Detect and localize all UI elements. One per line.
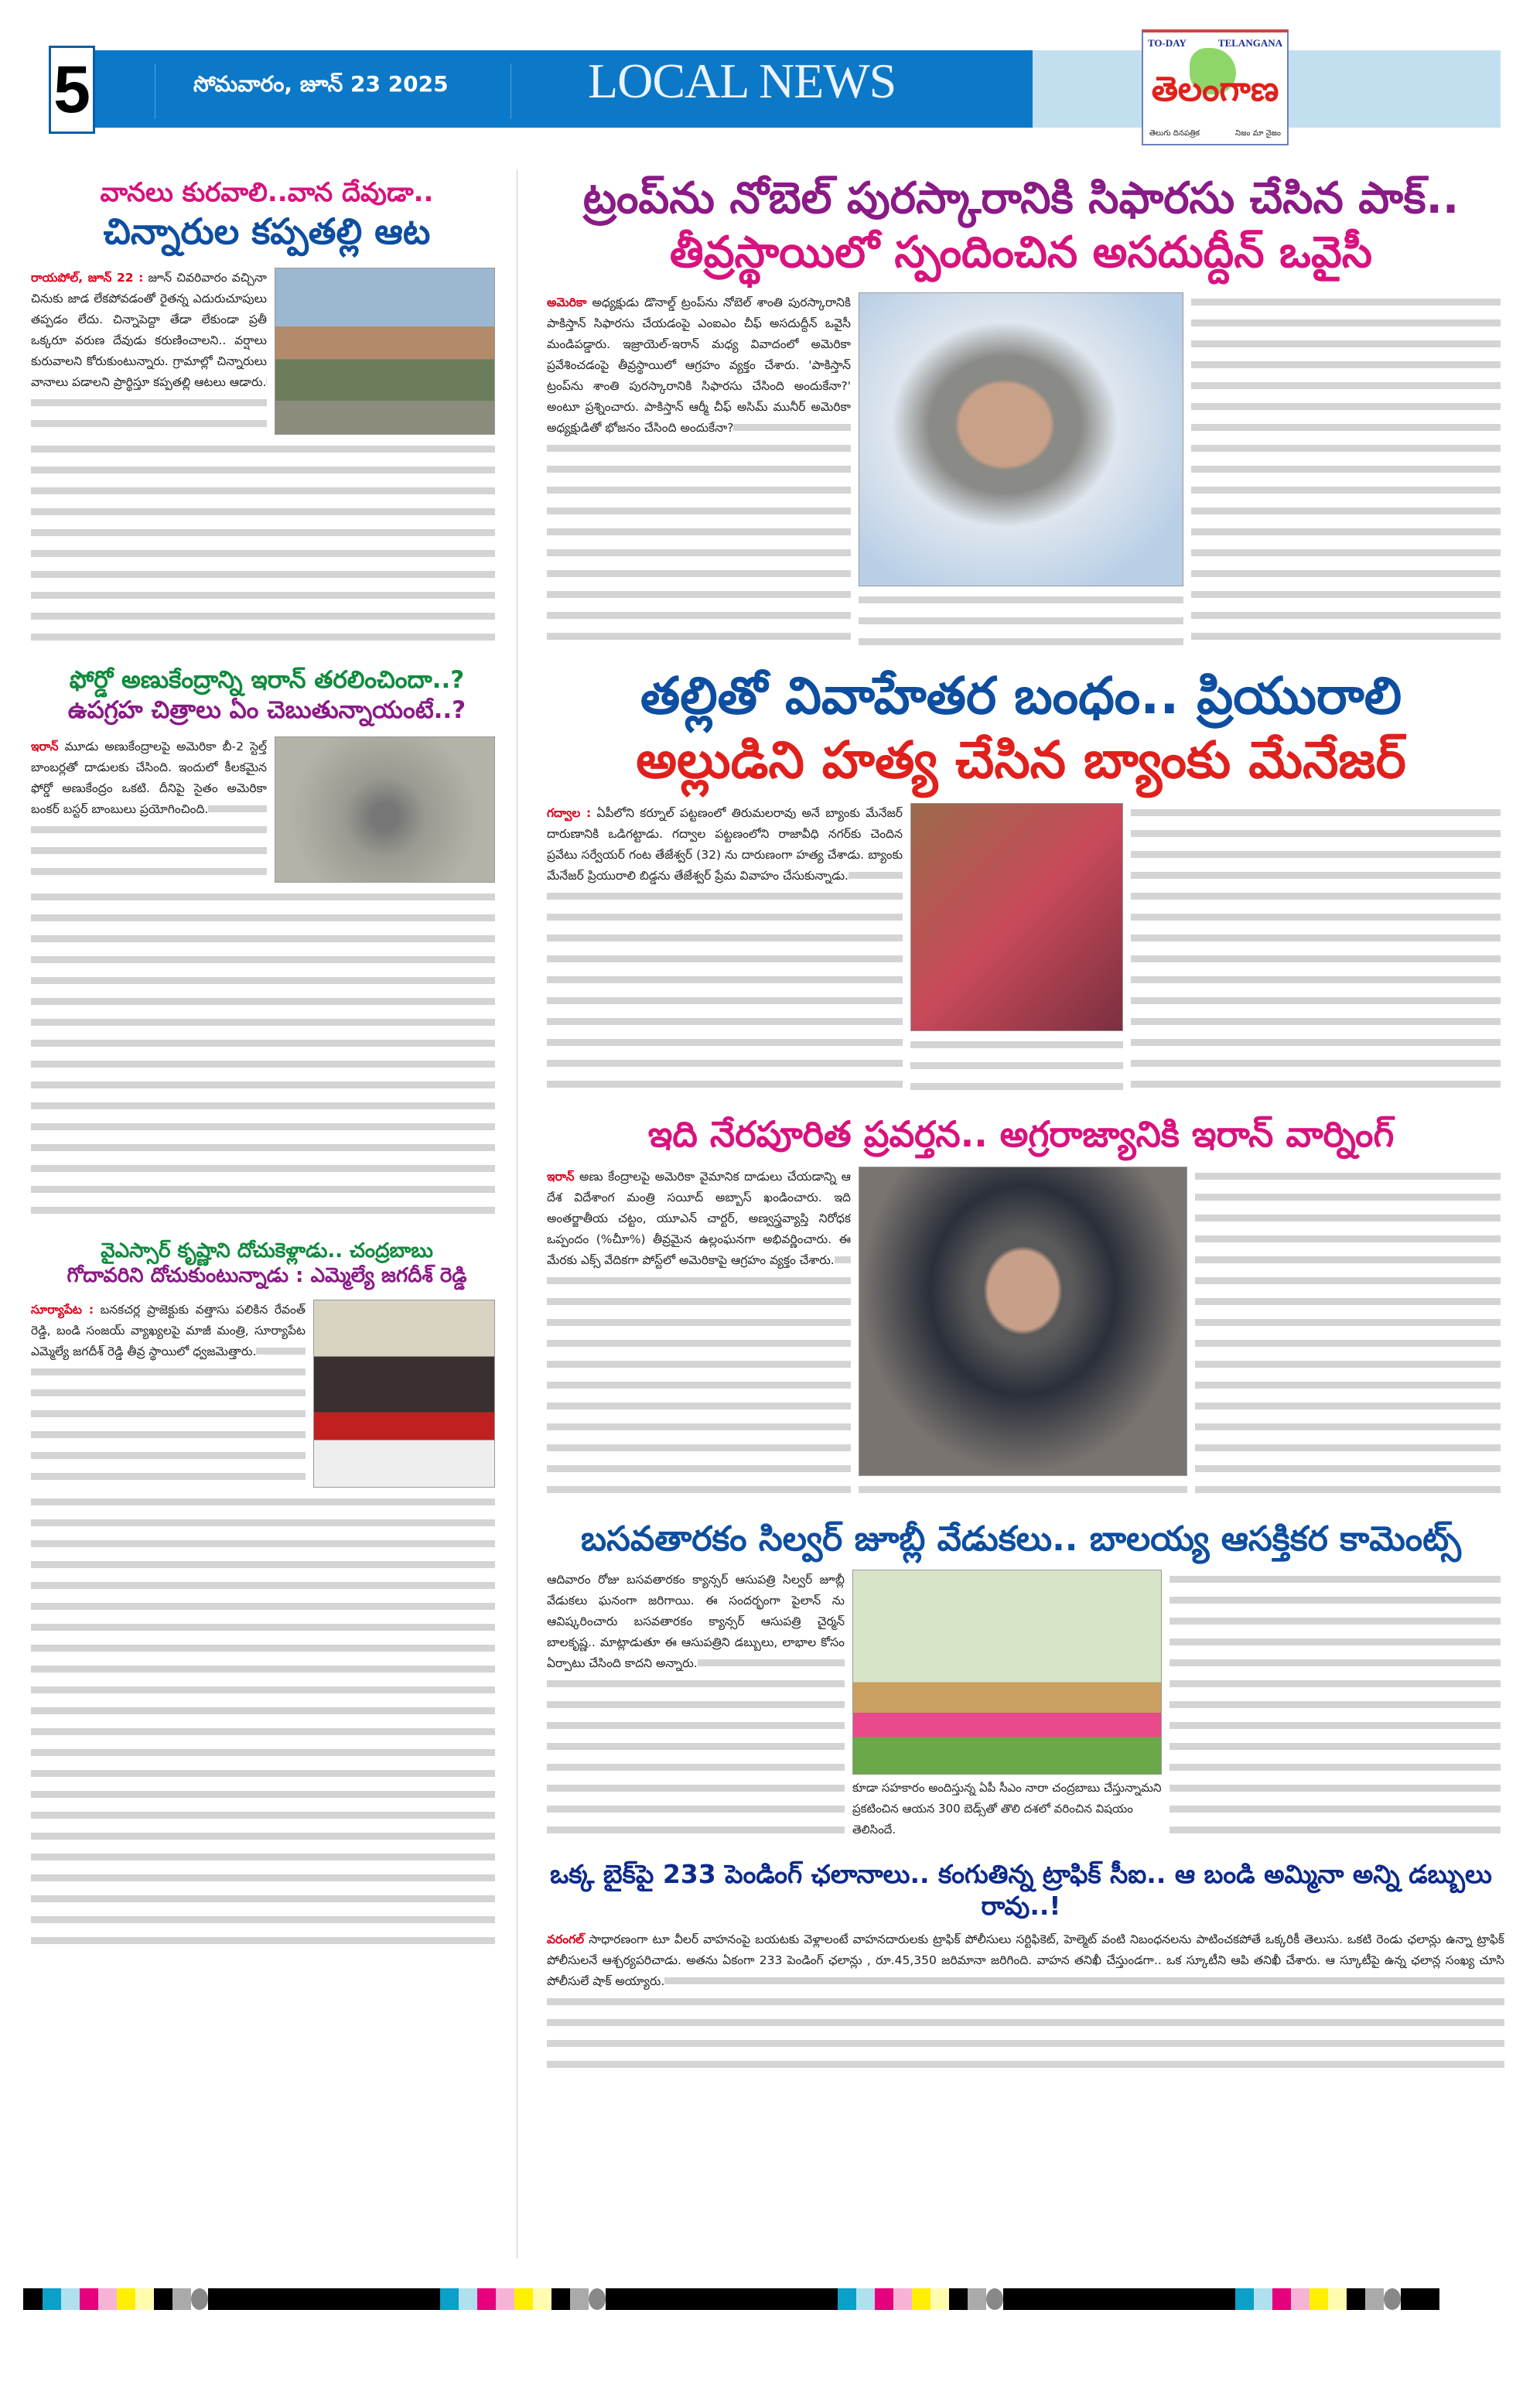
- article-body: [547, 292, 851, 648]
- color-swatch: [1401, 2288, 1439, 2310]
- color-swatch: [514, 2288, 533, 2310]
- photo-column: [852, 1570, 1162, 1840]
- color-swatch: [477, 2288, 496, 2310]
- satellite-image: [275, 736, 495, 883]
- article-body: [859, 1480, 1187, 1501]
- headline: గోదావరిని దోచుకుంటున్నాడు : ఎమ్మెల్యే జగదీశ్ రెడ్డి: [67, 1264, 467, 1287]
- headline: వైఎస్సార్ కృష్ణాని దోచుకెళ్లాడు.. చంద్రబాబు: [101, 1239, 433, 1263]
- headline: ఇది నేరపూరిత ప్రవర్తన.. అగ్రరాజ్యానికి ఇరాన్ వార్నింగ్: [647, 1113, 1395, 1155]
- headline: ట్రంప్‌ను నోబెల్ పురస్కారానికి సిఫారసు చేసిన పాక్..: [582, 173, 1460, 224]
- headline: అల్లుడిని హత్య చేసిన బ్యాంకు మేనేజర్: [636, 730, 1406, 790]
- article-body: [547, 1929, 1504, 2076]
- article-body: [1195, 1167, 1501, 1501]
- dateline: సూర్యాపేట :: [31, 1302, 94, 1317]
- section-title: LOCAL NEWS: [588, 53, 896, 108]
- color-swatch: [589, 2288, 606, 2310]
- article-body: [31, 268, 267, 435]
- color-swatch: [61, 2288, 80, 2310]
- color-swatch: [838, 2288, 856, 2310]
- article-text: జూన్ చివరివారం వచ్చినా చినుకు జాడ లేకపోవడంతో రైతన్న ఎదురుచూపులు తప్పడం లేదు. చిన్నాపెద్దా తేడా లేకుండా ప్రతీ ఒక్కరూ వరుణ దేవుడు కరుణించాలని.. వర్షాలు కురువాలని కోరుకుంటున్నారు. గ్రామాల్లో చిన్నారులు వానాలు పడాలని ప్రార్థిస్తూ కప్పతల్లి ఆటలు ఆడారు.: [31, 271, 267, 389]
- color-swatch: [1328, 2288, 1347, 2310]
- logo-text-right: TELANGANA: [1217, 37, 1282, 49]
- article: [534, 172, 1508, 648]
- article-text: మూడు అణుకేంద్రాలపై అమెరికా బీ-2 స్టెల్త్ బాంబర్లతో దాడులకు చేసింది. ఇందులో కీలకమైన ఫోర్డో అణుకేంద్రం ఒకటి. దీనిపై సైతం అమెరికా బంకర్ బస్టర్ బాంబులు ప్రయోగించింది.: [31, 739, 267, 816]
- article-body: [910, 1035, 1123, 1095]
- headline: తల్లితో వివాహేతర బంధం.. ప్రియురాలి: [640, 666, 1402, 726]
- color-swatch: [43, 2288, 61, 2310]
- article: [31, 176, 503, 648]
- article-text: బనకచర్ల ప్రాజెక్టుకు వత్తాసు పలికిన రేవంత్ రెడ్డి, బండి సంజయ్ వ్యాఖ్యలపై మాజీ మంత్రి, సూర్యాపేట ఎమ్మెల్యే జగదీశ్ రెడ్డి తీవ్ర స్థాయిలో ధ్వజమెత్తారు.: [31, 1302, 306, 1358]
- color-swatch: [98, 2288, 117, 2310]
- color-swatch: [606, 2288, 838, 2310]
- left-column: [31, 176, 503, 1969]
- dateline: గద్వాల :: [547, 806, 592, 820]
- article-body: [859, 590, 1183, 648]
- page-number: 5: [49, 46, 95, 134]
- color-swatch: [1384, 2288, 1401, 2310]
- color-swatch: [117, 2288, 135, 2310]
- article-text: అణు కేంద్రాలపై అమెరికా వైమానిక దాడులు చేయడాన్ని ఆ దేశ విదేశాంగ మంత్రి సయీద్ అబ్బాస్ ఖండించారు. ఇది అంతర్జాతీయ చట్టం, యూఎన్ చార్టర్, అణ్వస్త్రవ్యాప్తి నిరోధక ఒప్పందం (%చీూ%) తీవ్రమైన ఉల్లంఘనగా అభివర్ణించారు. ఈ మేరకు ఎక్స్ వేదికగా పోస్ట్‌లో అమెరికాపై ఆగ్రహం వ్యక్తం చేశారు.: [547, 1169, 851, 1267]
- article-body: [31, 439, 495, 648]
- color-swatch: [1365, 2288, 1384, 2310]
- owaisi-photo: [859, 292, 1183, 586]
- dateline: ఇరాన్: [547, 1169, 575, 1184]
- article-body: [1131, 803, 1501, 1095]
- color-swatch: [208, 2288, 440, 2310]
- article-text: ఏపీలోని కర్నూల్ పట్టణంలో తిరుమలరావు అనే బ్యాంకు మేనేజర్ దారుణానికి ఒడిగట్టాడు. గద్వాల పట్టణంలోని రాజావీధి నగర్‌కు చెందిన ప్రవేటు సర్వేయర్ గంట తేజేశ్వర్ (32) ను దారుణంగా హత్య చేశాడు. బ్యాంకు మేనేజర్ ప్రియురాలి బిడ్డను తేజేశ్వర్ ప్రేమ వివాహం చేసుకున్నాడు.: [547, 806, 903, 883]
- color-swatch: [440, 2288, 459, 2310]
- color-swatch: [1003, 2288, 1235, 2310]
- logo-name: తెలంగాణ: [1151, 70, 1279, 109]
- color-swatch: [893, 2288, 912, 2310]
- headline: ఫోర్డో అణుకేంద్రాన్ని ఇరాన్ తరలించిందా..?: [69, 666, 465, 694]
- children-playing-photo: [275, 268, 495, 435]
- main-column: [534, 172, 1508, 2093]
- article-body: [1170, 1570, 1501, 1841]
- color-swatch: [1272, 2288, 1291, 2310]
- divider: [510, 63, 511, 119]
- color-swatch: [949, 2288, 968, 2310]
- color-swatch: [551, 2288, 570, 2310]
- color-swatch: [459, 2288, 477, 2310]
- photo-column: [859, 292, 1183, 648]
- headline: చిన్నారుల కప్పతల్లి ఆట: [103, 210, 431, 252]
- color-swatch: [1235, 2288, 1254, 2310]
- article: [534, 1858, 1508, 2076]
- color-swatch: [23, 2288, 43, 2310]
- color-swatch: [986, 2288, 1003, 2310]
- article-body: [547, 1570, 845, 1841]
- article: [534, 1518, 1508, 1841]
- article: [31, 665, 503, 1222]
- dateline: వరంగల్: [547, 1932, 585, 1946]
- color-swatch: [1254, 2288, 1272, 2310]
- victim-photo: [910, 803, 1123, 1031]
- color-swatch: [930, 2288, 949, 2310]
- photo-column: [859, 1167, 1187, 1501]
- color-swatch: [191, 2288, 208, 2310]
- photo-column: [910, 803, 1123, 1095]
- color-swatch: [1310, 2288, 1328, 2310]
- dateline: ఇరాన్: [31, 739, 59, 753]
- article-body: [547, 1167, 851, 1501]
- color-swatch: [154, 2288, 172, 2310]
- article-text: సాధారణంగా టూ వీలర్ వాహనంపై బయటకు వెళ్లాలంటే వాహనదారులకు ట్రాఫిక్ పోలీసులు సర్టిఫికెట్, హెల్మెట్ వంటి నిబంధనలను పాటించకపోతే ఒక్కరికీ తెలుసు. ఒకటి రెండు ఛలాన్లు ఉన్నా ట్రాఫిక్ పోలీసులనే ఆశ్చర్యపరిచాడు. అతను ఏకంగా 233 పెండింగ్ ఛలాన్లు , రూ.45,350 జరిమానా జరిగింది. వాహన తనిఖీ చేస్తుండగా.. ఒక స్కూటీని ఆపి తనిఖీ చేశారు. ఆ స్కూటీపై ఉన్న ఛలాన్ల సంఖ్య చూసి పోలీసులే షాక్ అయ్యారు.: [547, 1932, 1504, 1988]
- dateline: రాయపోల్, జూన్ 22 :: [31, 271, 144, 285]
- ntr-statues-photo: [852, 1570, 1162, 1775]
- color-swatch: [856, 2288, 875, 2310]
- logo-text-left: TO-DAY: [1148, 37, 1187, 49]
- color-registration-bar: [23, 2288, 1516, 2310]
- headline: వానలు కురవాలి..వాన దేవుడా..: [100, 177, 434, 208]
- headline: తీవ్రస్థాయిలో స్పందించిన అసదుద్దీన్ ఒవైసీ: [669, 227, 1373, 278]
- article-text: కూడా సహకారం అందిస్తున్న ఏపీ సీఎం నారా చంద్రబాబు చేస్తున్నామని ప్రకటించిన ఆయన 300 బెడ్స్‌తో తొలి దశలో వరించిన విషయం తెలిసిందే.: [852, 1780, 1162, 1837]
- article-body: [31, 736, 267, 883]
- article: [534, 1112, 1508, 1501]
- color-swatch: [570, 2288, 589, 2310]
- logo-tagline: నిజం మా నైజం: [1235, 129, 1281, 138]
- color-swatch: [80, 2288, 98, 2310]
- headline: ఉపగ్రహ చిత్రాలు ఏం చెబుతున్నాయంటే..?: [67, 695, 466, 724]
- color-swatch: [1291, 2288, 1310, 2310]
- color-swatch: [1347, 2288, 1365, 2310]
- color-swatch: [875, 2288, 893, 2310]
- color-swatch: [135, 2288, 154, 2310]
- article-text: ఆదివారం రోజు బసవతారకం క్యాన్సర్ ఆసుపత్రి సిల్వర్ జూబ్లీ వేడుకలు ఘనంగా జరిగాయి. ఈ సందర్భంగా పైలాన్ ను ఆవిష్కరించారు బసవతారకం క్యాన్సర్ ఆసుపత్రి చైర్మన్ బాలకృష్ణ.. మాట్లాడుతూ ఈ ఆసుపత్రిని డబ్బులు, లాభాల కోసం ఏర్పాటు చేసింది కాదని అన్నారు.: [547, 1572, 845, 1670]
- article-body: [31, 1492, 495, 1952]
- color-swatch: [533, 2288, 551, 2310]
- article-text: అధ్యక్షుడు డొనాల్డ్ ట్రంప్‌ను నోబెల్ శాంతి పురస్కారానికి పాకిస్తాన్ సిఫారసు చేయడంపై ఎంఐఎం చీఫ్ అసదుద్దీన్ ఒవైసీ మండిపడ్డారు. ఇజ్రాయెల్-ఇరాన్ మధ్య వివాదంలో అమెరికా ప్రవేశించడంపై తీవ్రస్థాయిలో ఆగ్రహం వ్యక్తం చేశారు. 'పాకిస్తాన్ ట్రంప్‌ను శాంతి పురస్కారానికి సిఫారసు చేసింది అందుకేనా?' అంటూ ప్రశ్నించారు. పాకిస్తాన్ ఆర్మీ చీఫ్ అసిమ్ మునీర్ అమెరికా అధ్యక్షుడితో భోజనం చేసింది అందుకేనా?: [547, 296, 851, 435]
- article: [31, 1239, 503, 1952]
- iran-minister-photo: [859, 1167, 1187, 1476]
- logo-subtitle: తెలుగు దినపత్రిక: [1149, 129, 1200, 138]
- color-swatch: [172, 2288, 191, 2310]
- color-swatch: [968, 2288, 986, 2310]
- article-body: [31, 1300, 306, 1488]
- press-meet-photo: [313, 1300, 495, 1488]
- newspaper-logo: [1142, 29, 1289, 145]
- article-body: [1191, 292, 1501, 648]
- article-body: [547, 803, 903, 1095]
- issue-date: సోమవారం, జూన్ 23 2025: [193, 71, 449, 97]
- article: [534, 665, 1508, 1095]
- dateline: అమెరికా: [547, 296, 587, 309]
- article-body: [31, 887, 495, 1222]
- headline: ఒక్క బైక్‌పై 233 పెండింగ్ ఛలానాలు.. కంగుతిన్న ట్రాఫిక్ సీఐ.. ఆ బండి అమ్మినా అన్ని డబ్బులు రావు..!: [550, 1858, 1492, 1921]
- color-swatch: [496, 2288, 514, 2310]
- color-swatch: [912, 2288, 930, 2310]
- headline: బసవతారకం సిల్వర్ జూబ్లీ వేడుకలు.. బాలయ్య ఆసక్తికర కామెంట్స్: [580, 1519, 1462, 1559]
